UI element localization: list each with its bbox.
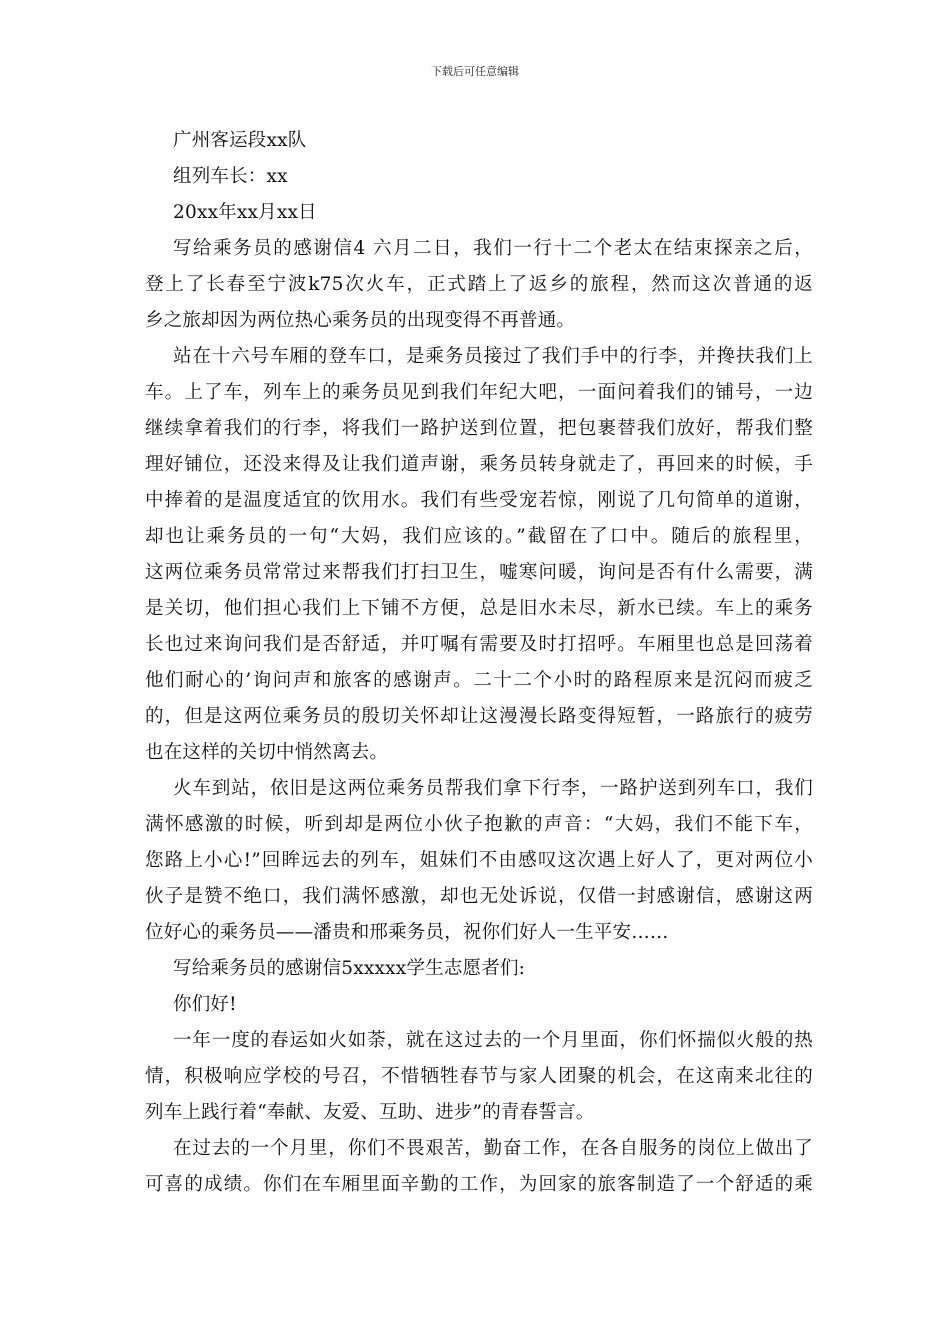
paragraph-line: 列车上践行着“奉献、友爱、互助、进步”的青春誓言。: [145, 1102, 595, 1123]
document-body: [145, 123, 813, 1203]
paragraph-line: 满怀感激的时候，听到却是两位小伙子抱歉的声音：“大妈，我们不能下车，: [145, 814, 813, 835]
signature-date: 20xx年xx月xx日: [173, 202, 317, 223]
paragraph-line: 长也过来询问我们是否舒适，并叮嘱有需要及时打招呼。车厢里也总是回荡着: [145, 634, 813, 655]
paragraph-line: 写给乘务员的感谢信4 六月二日，我们一行十二个老太在结束探亲之后，: [173, 238, 813, 259]
paragraph-line: 站在十六号车厢的登车口，是乘务员接过了我们手中的行李，并搀扶我们上: [173, 346, 813, 367]
paragraph-line: 您路上小心!”回眸远去的列车，姐妹们不由感叹这次遇上好人了，更对两位小: [145, 850, 813, 871]
page-header-note: 下载后可任意编辑: [431, 65, 519, 78]
paragraph-line: 登上了长春至宁波k75次火车，正式踏上了返乡的旅程，然而这次普通的返: [145, 274, 813, 295]
paragraph-line: 车。上了车，列车上的乘务员见到我们年纪大吧，一面问着我们的铺号，一边: [145, 382, 813, 403]
paragraph-line: 在过去的一个月里，你们不畏艰苦，勤奋工作，在各自服务的岗位上做出了: [173, 1138, 813, 1159]
signature-leader: 组列车长：xx: [173, 166, 288, 187]
paragraph-line: 他们耐心的’询问声和旅客的感谢声。二十二个小时的路程原来是沉闷而疲乏: [145, 670, 813, 691]
paragraph-line: 乡之旅却因为两位热心乘务员的出现变得不再普通。: [145, 310, 576, 331]
paragraph-line: 是关切，他们担心我们上下铺不方便，总是旧水未尽，新水已续。车上的乘务: [145, 598, 813, 619]
paragraph-line: 位好心的乘务员——潘贵和邢乘务员，祝你们好人一生平安……: [145, 922, 669, 943]
letter5-title: 写给乘务员的感谢信5xxxxx学生志愿者们:: [173, 958, 526, 979]
letter5-greeting: 你们好!: [173, 994, 237, 1015]
paragraph-line: 情，积极响应学校的号召，不惜牺牲春节与家人团聚的机会，在这南来北往的: [145, 1066, 813, 1087]
paragraph-line: 却也让乘务员的一句“大妈，我们应该的。”截留在了口中。随后的旅程里，: [145, 526, 813, 547]
paragraph-line: 也在这样的关切中悄然离去。: [145, 742, 389, 763]
paragraph-line: 一年一度的春运如火如荼，就在这过去的一个月里面，你们怀揣似火般的热: [173, 1030, 813, 1051]
paragraph-line: 伙子是赞不绝口，我们满怀感激，却也无处诉说，仅借一封感谢信，感谢这两: [145, 886, 813, 907]
paragraph-line: 理好铺位，还没来得及让我们道声谢，乘务员转身就走了，再回来的时候，手: [145, 454, 813, 475]
paragraph-line: 的，但是这两位乘务员的殷切关怀却让这漫漫长路变得短暂，一路旅行的疲劳: [145, 706, 813, 727]
signature-org: 广州客运段xx队: [173, 130, 307, 151]
paragraph-line: 这两位乘务员常常过来帮我们打扫卫生，嘘寒问暖，询问是否有什么需要，满: [145, 562, 813, 583]
paragraph-line: 可喜的成绩。你们在车厢里面辛勤的工作，为回家的旅客制造了一个舒适的乘: [145, 1174, 813, 1195]
paragraph-line: 中捧着的是温度适宜的饮用水。我们有些受宠若惊，刚说了几句简单的道谢，: [145, 490, 813, 511]
paragraph-line: 火车到站，依旧是这两位乘务员帮我们拿下行李，一路护送到列车口，我们: [173, 778, 813, 799]
paragraph-line: 继续拿着我们的行李，将我们一路护送到位置，把包裹替我们放好，帮我们整: [145, 418, 813, 439]
